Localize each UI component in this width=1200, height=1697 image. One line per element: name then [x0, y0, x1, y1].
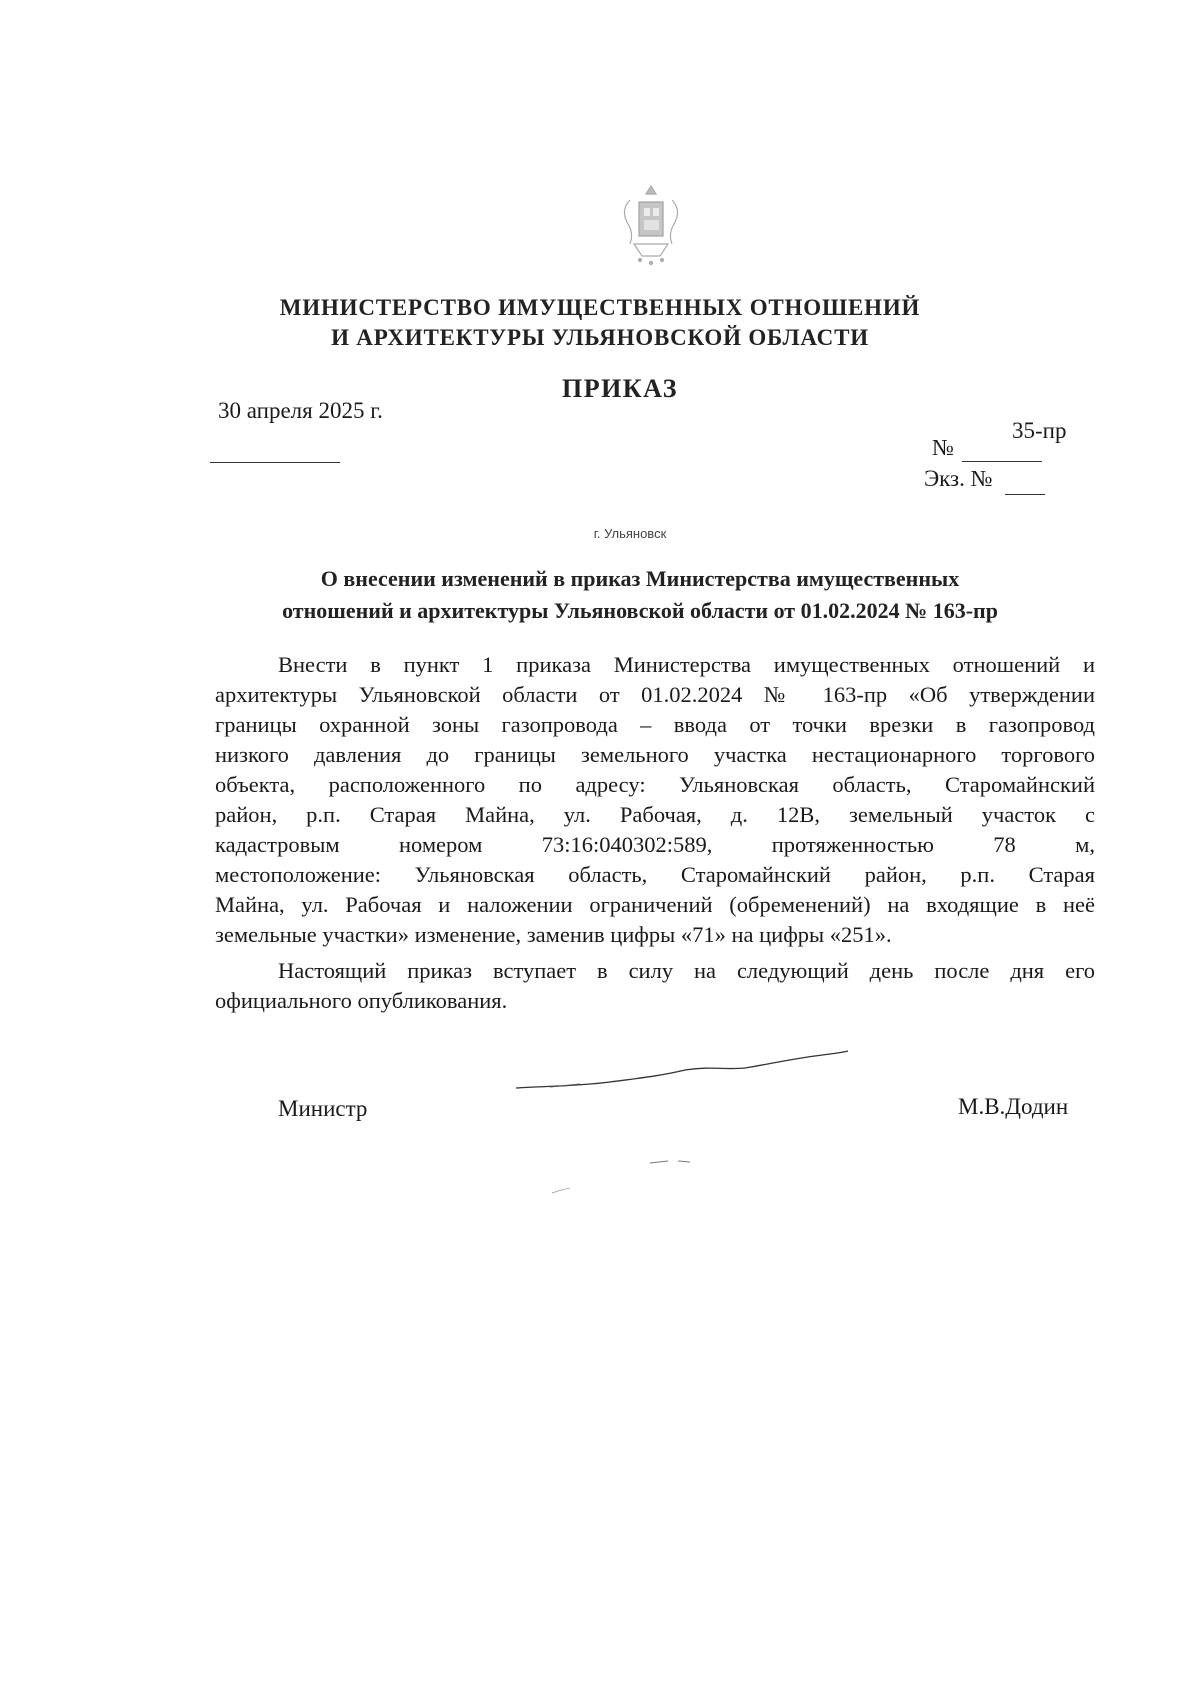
ministry-name-line2: И АРХИТЕКТУРЫ УЛЬЯНОВСКОЙ ОБЛАСТИ — [331, 325, 869, 350]
scan-marks — [550, 1155, 710, 1195]
body-line: местоположение: Ульяновская область, Старомайнский район, р.п. Старая — [215, 862, 1095, 887]
body-line: объекта, расположенного по адресу: Ульяновская область, Старомайнский — [215, 772, 1095, 797]
subject-line2: отношений и архитектуры Ульяновской области от 01.02.2024 № 163-пр — [282, 598, 998, 623]
body-line: границы охранной зоны газопровода – ввода от точки врезки в газопровод — [215, 712, 1095, 737]
subject-line1: О внесении изменений в приказ Министерства имущественных — [320, 566, 960, 591]
ministry-name-line1: МИНИСТЕРСТВО ИМУЩЕСТВЕННЫХ ОТНОШЕНИЙ — [279, 295, 921, 320]
body-line: кадастровым номером 73:16:040302:589, протяженностью 78 м, — [215, 832, 1095, 857]
coat-of-arms-icon — [610, 180, 692, 268]
document-type: ПРИКАЗ — [561, 374, 679, 403]
body-line: район, р.п. Старая Майна, ул. Рабочая, д. 12В, земельный участок с — [215, 802, 1095, 827]
date-underline — [210, 462, 340, 463]
copy-number-label: Экз. № — [924, 466, 993, 491]
order-date: 30 апреля 2025 г. — [218, 398, 383, 423]
city: г. Ульяновск — [593, 526, 667, 541]
body-line: земельные участки» изменение, заменив цифры «71» на цифры «251». — [215, 922, 892, 947]
order-number-underline — [962, 461, 1042, 462]
body-line: Майна, ул. Рабочая и наложении ограничений (обременений) на входящие в неё — [215, 892, 1095, 917]
order-number: 35-пр — [1012, 418, 1067, 443]
body-line: Настоящий приказ вступает в силу на следующий день после дня его — [278, 958, 1095, 983]
body-line: официального опубликования. — [215, 988, 508, 1013]
copy-number-underline — [1005, 494, 1045, 495]
body-line: Внести в пункт 1 приказа Министерства имущественных отношений и — [278, 652, 1095, 677]
body-line: архитектуры Ульяновской области от 01.02.2024 № 163-пр «Об утверждении — [215, 682, 1095, 707]
order-number-label: № — [932, 435, 954, 460]
body-line: низкого давления до границы земельного участка нестационарного торгового — [215, 742, 1095, 767]
signatory-name: М.В.Додин — [958, 1094, 1069, 1119]
handwritten-signature — [510, 1040, 850, 1100]
signatory-position: Министр — [278, 1096, 368, 1121]
